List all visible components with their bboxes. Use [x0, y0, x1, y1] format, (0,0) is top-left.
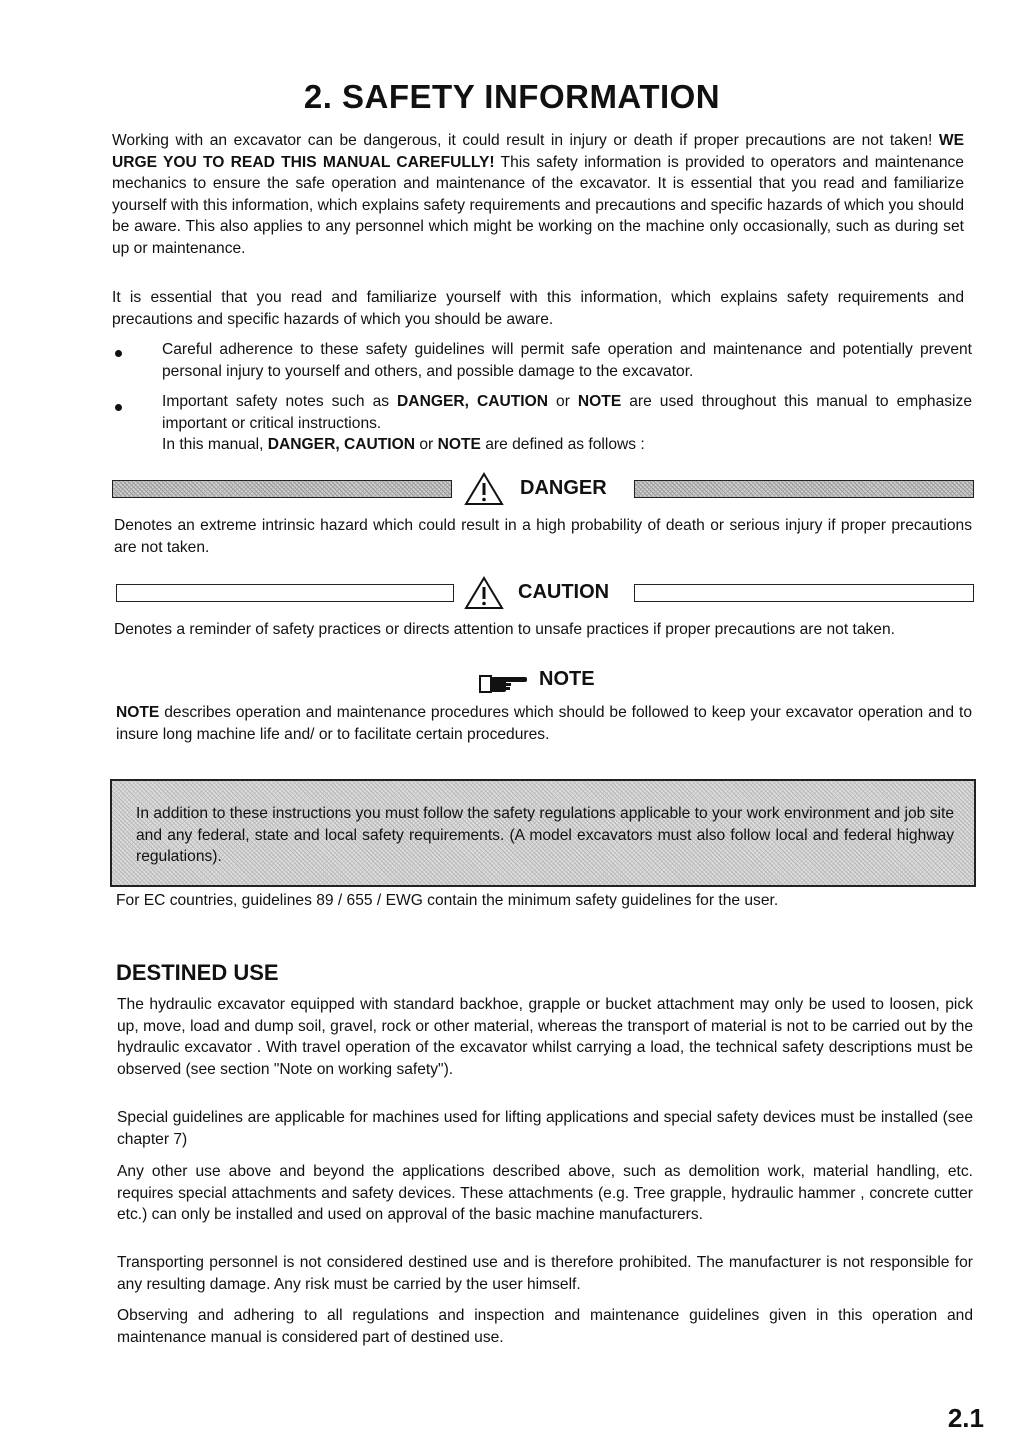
bullet-2-or: or [548, 393, 578, 410]
danger-signal-row [112, 478, 974, 502]
bullet-dot [115, 404, 122, 411]
regulations-notice-text: In addition to these instructions you must follow the safety regulations applicable to your work environment and job site and any federal, state and local safety requirements. (A model excavators must also follow local and federal highway regulations). [136, 805, 954, 865]
destined-use-paragraph-2: Special guidelines are applicable for machines used for lifting applications and special safety devices must be installed (see chapter 7) [117, 1109, 973, 1148]
intro-emphasis: WE URGE YOU TO READ THIS MANUAL CAREFULLY! [112, 132, 964, 171]
caution-bar-left [116, 584, 454, 602]
bullet-2-line2-rest: are defined as follows : [480, 436, 645, 453]
warning-triangle-icon [464, 576, 504, 610]
bullet-2-caution: CAUTION [476, 393, 549, 410]
note-inline-label: NOTE [116, 704, 160, 721]
danger-bar-left [112, 480, 452, 498]
danger-description: Denotes an extreme intrinsic hazard which could result in a high probability of death or serious injury if proper precautions are not taken. [114, 517, 972, 556]
note-label: NOTE [539, 668, 595, 690]
intro-paragraph-2: It is essential that you read and familiarize yourself with this information, which explains safety requirements and precautions and specific hazards of which you should be aware. [112, 289, 964, 328]
page-number: 2.1 [947, 1403, 984, 1433]
bullet-item-2 [162, 391, 972, 456]
destined-use-paragraph-5: Observing and adhering to all regulations and inspection and maintenance guidelines given in this operation and maintenance manual is considered part of destined use. [117, 1307, 973, 1346]
pointing-hand-icon [479, 671, 529, 695]
caution-signal-row [112, 582, 974, 606]
bullet-2-line2-danger: DANGER, CAUTION [267, 436, 416, 453]
bullet-2-line2-a: In this manual, [162, 436, 268, 453]
bullet-dot [115, 350, 122, 357]
page-title: 2. SAFETY INFORMATION [303, 78, 721, 115]
caution-description: Denotes a reminder of safety practices or directs attention to unsafe practices if proper precautions are not taken. [114, 621, 895, 638]
destined-use-paragraph-4: Transporting personnel is not considered destined use and is therefore prohibited. The manufacturer is not responsible for any resulting damage. Any risk must be carried by the user himself. [117, 1254, 973, 1293]
intro-text-a: Working with an excavator can be dangerous, it could result in injury or death if proper precautions are not taken! [112, 132, 939, 149]
warning-triangle-icon [464, 472, 504, 506]
note-description [116, 702, 972, 745]
bullet-2-gap [469, 393, 477, 410]
destined-use-paragraph-1: The hydraulic excavator equipped with standard backhoe, grapple or bucket attachment may only be used to loosen, pick up, move, load and dump soil, gravel, rock or other material, whereas the transport of material is not to be carried out by the hydraulic excavator . With travel operation of the excavator whilst carrying a load, the technical safety descriptions must be observed (see section "Note on working safety"). [117, 996, 973, 1078]
danger-label: DANGER [520, 477, 607, 499]
bullet-2-line2-note: NOTE [437, 436, 481, 453]
bullet-2-rest: are used throughout this manual to emphasize important or critical instructions. [162, 393, 972, 432]
bullet-item-1: Careful adherence to these safety guidelines will permit safe operation and maintenance and potentially prevent personal injury to yourself and others, and possible damage to the excavator. [162, 341, 972, 380]
regulations-notice-box [110, 779, 976, 887]
caution-label: CAUTION [518, 581, 610, 603]
bullet-2-danger: DANGER, [397, 393, 469, 410]
bullet-2-note: NOTE [577, 393, 622, 410]
intro-paragraph [112, 130, 964, 259]
note-text: describes operation and maintenance procedures which should be followed to keep your excavator operation and to insure long machine life and/ or to facilitate certain procedures. [116, 704, 972, 743]
intro-text-c: This safety information is provided to operators and maintenance mechanics to ensure the safe operation and maintenance of the excavator. It is essential that you read and familiarize yourself with this information, which explains safety requirements and precautions and specific hazards of which you should be aware. This also applies to any personnel which might be working on the machine only occasionally, such as during set up or maintenance. [112, 153, 964, 257]
destined-use-paragraph-3: Any other use above and beyond the applications described above, such as demolition work, material handling, etc. requires special attachments and safety devices. These attachments (e.g. Tree grapple, hydraulic hammer , concrete cutter etc.) can only be installed and used on approval of the basic machine manufacturers. [117, 1163, 973, 1223]
bullet-2-text-a: Important safety notes such as [162, 393, 398, 410]
section-heading-destined-use: DESTINED USE [116, 960, 279, 985]
caution-bar-right [634, 584, 974, 602]
ec-guidelines-text: For EC countries, guidelines 89 / 655 / EWG contain the minimum safety guidelines for the user. [116, 892, 779, 909]
bullet-2-line2-or: or [415, 436, 438, 453]
danger-bar-right [634, 480, 974, 498]
